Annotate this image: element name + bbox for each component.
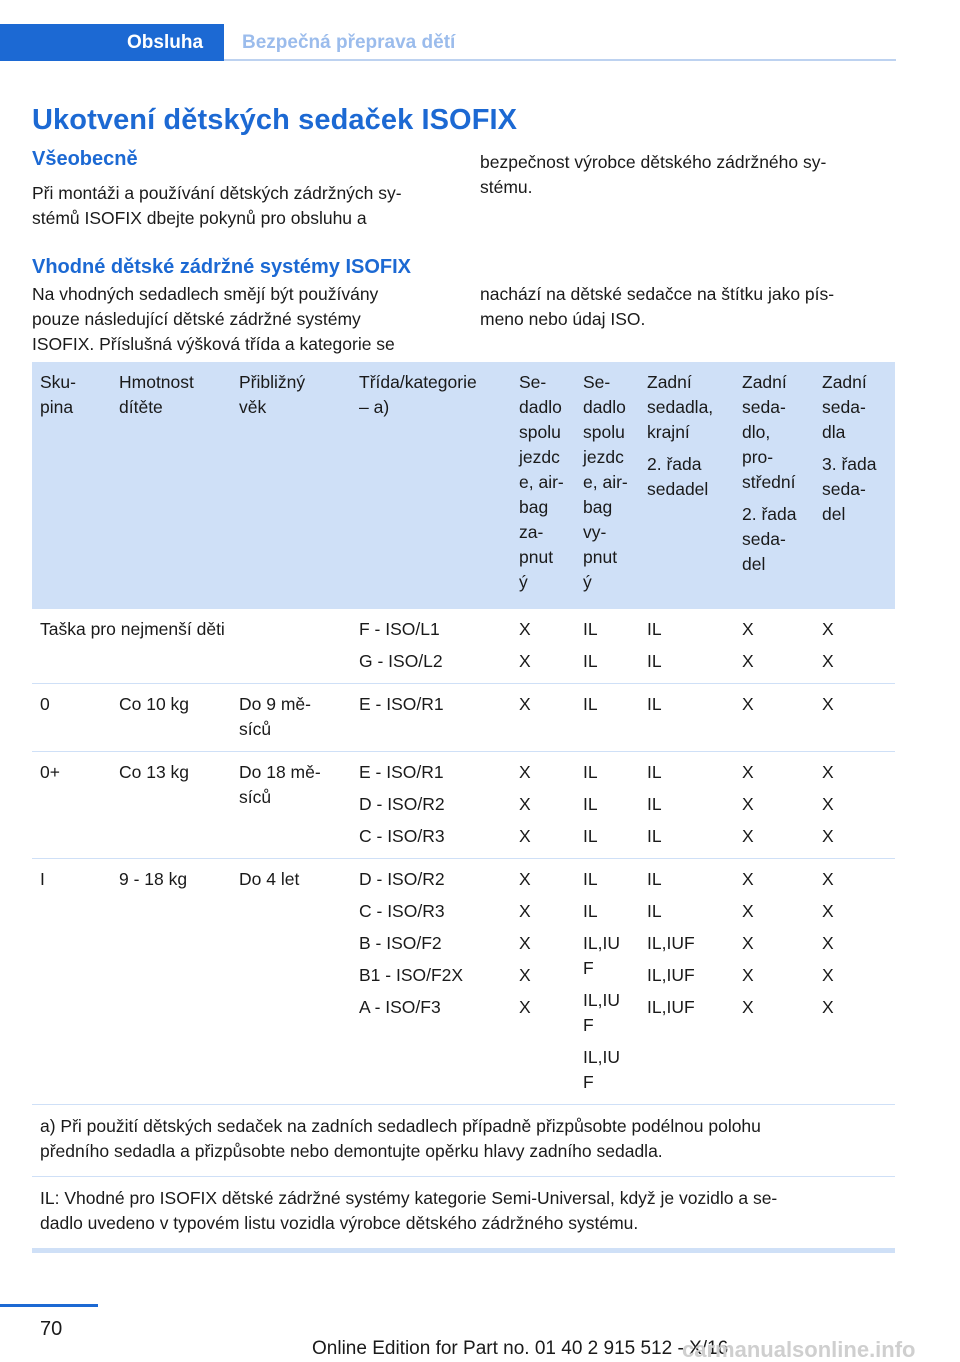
cell-rear-middle: X (742, 694, 754, 714)
tab-bezpecna-preprava[interactable]: Bezpečná přeprava dětí (242, 32, 456, 53)
chapter-header (0, 24, 896, 62)
cell-age: Do 18 mě‐ síců (239, 762, 321, 807)
header-vek: Přibližný věk (231, 362, 351, 609)
text-line: ISOFIX. Příslušná výšková třída a kategorie se (32, 334, 395, 354)
page-title: Ukotvení dětských sedaček ISOFIX (32, 104, 518, 136)
footer-rule (0, 1304, 98, 1307)
text-line: stému. (480, 177, 533, 197)
cell-airbag-off: IL (583, 694, 598, 714)
cell-group: 0+ (40, 762, 60, 782)
header-treti-rada: Zadní seda‐ dla 3. řada seda‐ del (814, 362, 895, 609)
cell-age: Do 9 mě‐ síců (239, 694, 311, 739)
cell-rear-outer: IL IL IL (647, 762, 662, 846)
cell-rear-outer: IL IL (647, 619, 662, 671)
cell-rear-middle: X X X X X (742, 869, 754, 1017)
text-line: stémů ISOFIX dbejte pokynů pro obsluhu a (32, 208, 367, 228)
table-note-il: IL: Vhodné pro ISOFIX dětské zádržné systémy kategorie Semi-Universal, když je vozidlo a se‐ dadlo uvedeno v typovém listu vozidla výrobce dětského zádržného systému. (40, 1188, 778, 1233)
cell-third-row: X X X X X (822, 869, 834, 1017)
header-spolujezdec-vypnuty: Se‐ dadlo spolu jezdc e, air‐ bag vy‐ pnut ý (575, 362, 639, 609)
watermark-logo: carmanualsonline.info (682, 1337, 916, 1362)
table-row (32, 609, 895, 684)
header-rule (224, 59, 896, 61)
cell-weight: Co 10 kg (119, 694, 190, 714)
cell-group: I (40, 869, 45, 889)
page-number: 70 (40, 1318, 63, 1340)
section-heading-vseobecne: Všeobecně (32, 148, 138, 170)
table-note-row (32, 1105, 895, 1177)
text-line: Na vhodných sedadlech smějí být používány (32, 284, 379, 304)
cell-rear-middle: X X (742, 619, 754, 671)
edition-text: Online Edition for Part no. 01 40 2 915 512 - X/16 (312, 1338, 729, 1359)
cell-classes: F - ISO/L1 G - ISO/L2 (359, 619, 443, 671)
table-note-row (32, 1177, 895, 1251)
cell-third-row: X (822, 694, 834, 714)
cell-airbag-on: X X X (519, 762, 531, 846)
cell-airbag-on: X X (519, 619, 531, 671)
cell-age: Do 4 let (239, 869, 300, 889)
text-line: bezpečnost výrobce dětského zádržného sy‐ (480, 152, 827, 172)
header-zadni-krajni: Zadní sedadla, krajní 2. řada sedadel (639, 362, 734, 609)
cell-third-row: X X (822, 619, 834, 671)
cell-rear-outer: IL (647, 694, 662, 714)
text-line: Při montáži a používání dětských zádržných sy‐ (32, 183, 402, 203)
cell-classes: E - ISO/R1 D - ISO/R2 C - ISO/R3 (359, 762, 445, 846)
cell-classes: D - ISO/R2 C - ISO/R3 B - ISO/F2 B1 - ISO/F2X A - ISO/F3 (359, 869, 464, 1017)
cell-rear-middle: X X X (742, 762, 754, 846)
text-line: pouze následující dětské zádržné systémy (32, 309, 361, 329)
cell-weight: Co 13 kg (119, 762, 190, 782)
section1-text-col2 (480, 150, 896, 200)
cell-airbag-on: X X X X X (519, 869, 531, 1017)
isofix-table (32, 362, 895, 1253)
header-skupina: Sku‐ pina (32, 362, 111, 609)
section2-text-col2 (480, 282, 896, 332)
table-row (32, 684, 895, 752)
table-header-row (32, 362, 895, 609)
cell-group: 0 (40, 694, 50, 714)
header-trida: Třída/kategorie – a) (351, 362, 511, 609)
section2-text-col1 (32, 282, 462, 357)
cell-airbag-off: IL IL (583, 619, 598, 671)
tab-obsluha[interactable] (0, 24, 224, 61)
table-note-a: a) Při použití dětských sedaček na zadních sedadlech případně přizpůsobte podélnou polohu předního sedadla a přizpůsobte nebo demontujte opěrku hlavy zadního sedadla. (40, 1116, 761, 1161)
text-line: nachází na dětské sedačce na štítku jako pís‐ (480, 284, 835, 304)
cell-airbag-off: IL IL IL,IU F IL,IU F IL,IU F (583, 869, 620, 1092)
table-row (32, 752, 895, 859)
section-heading-vhodne-systemy: Vhodné dětské zádržné systémy ISOFIX (32, 256, 412, 278)
cell-classes: E - ISO/R1 (359, 694, 444, 714)
cell-airbag-off: IL IL IL (583, 762, 598, 846)
text-line: meno nebo údaj ISO. (480, 309, 646, 329)
cell-rear-outer: IL IL IL,IUF IL,IUF IL,IUF (647, 869, 695, 1017)
section1-text-col1 (32, 181, 462, 231)
cell-third-row: X X X (822, 762, 834, 846)
tab-obsluha-label: Obsluha (127, 32, 204, 53)
header-spolujezdec-zapnuty: Se‐ dadlo spolu jezdc e, air‐ bag za‐ pnut ý (511, 362, 575, 609)
cell-group: Taška pro nejmenší děti (40, 619, 225, 639)
table-row (32, 859, 895, 1105)
cell-weight: 9 - 18 kg (119, 869, 188, 889)
cell-airbag-on: X (519, 694, 531, 714)
header-hmotnost: Hmotnost dítěte (111, 362, 231, 609)
header-zadni-stredni: Zadní seda‐ dlo, pro‐ střední 2. řada seda‐ del (734, 362, 814, 609)
